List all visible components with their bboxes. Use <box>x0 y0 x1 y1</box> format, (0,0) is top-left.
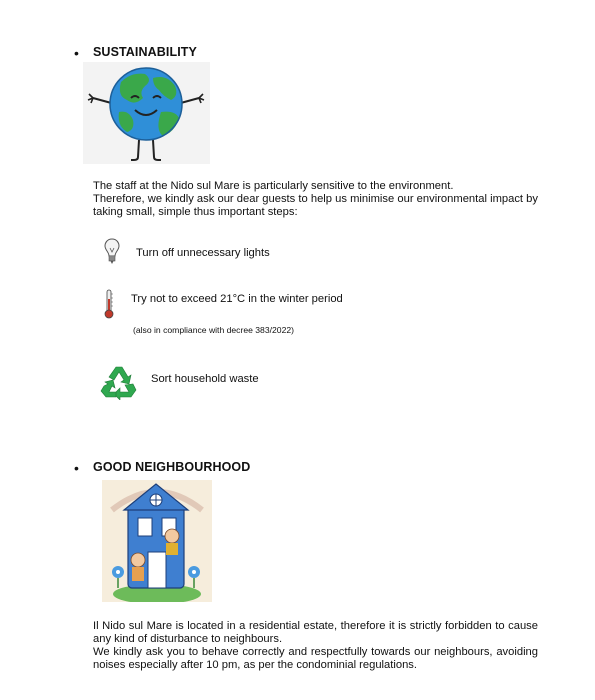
neighbourhood-paragraph-1: Il Nido sul Mare is located in a residential estate, therefore it is strictly forbidden to cause any kind of disturbance to neighbours. <box>93 620 538 645</box>
recycle-icon <box>100 364 138 400</box>
decree-note: (also in compliance with decree 383/2022) <box>133 325 294 335</box>
bullet-sustainability: • <box>74 45 79 61</box>
neighbourhood-paragraph-2: We kindly ask you to behave correctly and respectfully towards our neighbours, avoiding noises especially after 10 pm, as per the condominial regulations. <box>93 646 538 671</box>
earth-illustration <box>83 62 210 164</box>
bullet-neighbourhood: • <box>74 460 79 476</box>
sustainability-intro <box>93 180 538 219</box>
step-lights-label: Turn off unnecessary lights <box>136 247 270 259</box>
intro-line-1: The staff at the Nido sul Mare is particularly sensitive to the environment. <box>93 180 454 192</box>
thermometer-icon <box>104 289 114 319</box>
neighbourhood-text <box>93 620 538 672</box>
house-illustration <box>102 480 212 602</box>
intro-line-2: Therefore, we kindly ask our dear guests to help us minimise our environmental impact by taking small, simple thus important steps: <box>93 193 538 218</box>
earth-icon <box>83 62 210 164</box>
step-waste-label: Sort household waste <box>151 373 259 385</box>
house-neighbours-icon <box>102 480 212 602</box>
step-temperature-label: Try not to exceed 21°C in the winter period <box>131 293 343 305</box>
light-bulb-icon <box>104 238 120 266</box>
sustainability-heading: SUSTAINABILITY <box>93 45 197 59</box>
neighbourhood-heading: GOOD NEIGHBOURHOOD <box>93 460 251 474</box>
